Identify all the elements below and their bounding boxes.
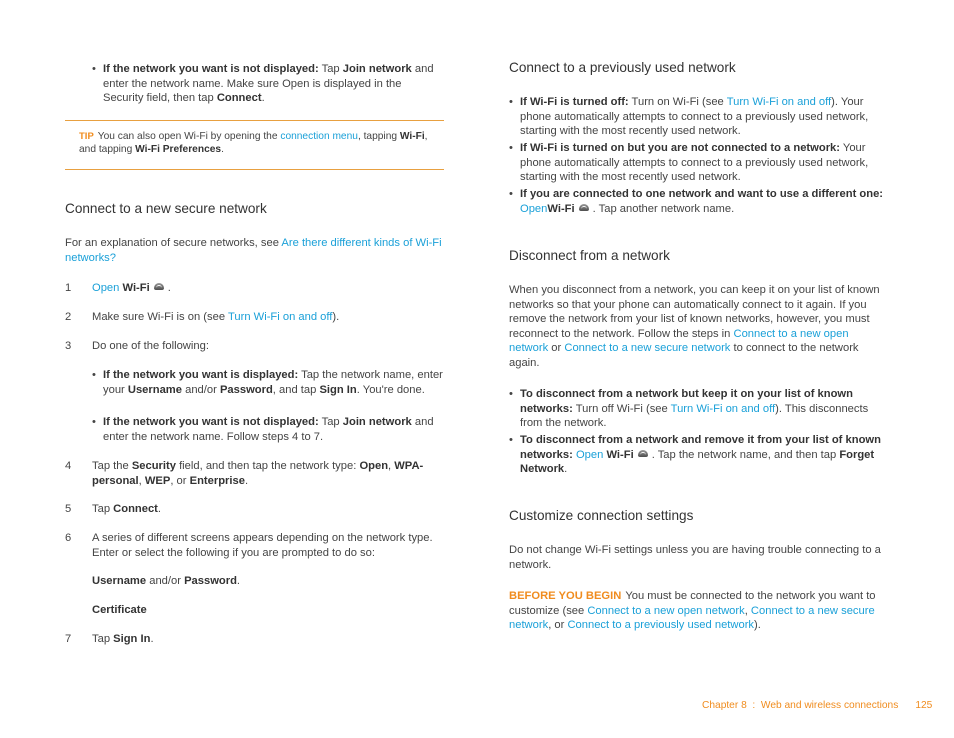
step-1: 1 Open Wi-Fi . (65, 282, 171, 294)
join-network-bullet: • If the network you want is not displayed: Tap Join network and enter the network name. Make sure Open is displayed in the Security field, then tap Connect. (92, 62, 445, 106)
new-secure-network-link[interactable]: Connect to a new secure network (564, 342, 731, 355)
step-6-certificate: Certificate (92, 604, 147, 616)
disconnect-paragraph: When you disconnect from a network, you can keep it on your list of known networks so that your phone can automatically connect to it again. If you remove the network from your list of known networks, however, you must reconnect to the network. Follow the steps in Connect to a new open network or Connect to a new secure network to connect to the network again. (509, 284, 880, 369)
new-open-network-link[interactable]: Connect to a new open network (509, 327, 849, 355)
wifi-app-icon (637, 449, 649, 459)
disconnect-keep-bullet: • To disconnect from a network but keep it on your list of known networks: Turn off Wi-Fi (see Turn Wi-Fi on and off). This disconnects from the network. (509, 387, 889, 431)
new-secure-network-link[interactable]: Connect to a new secure network (509, 604, 875, 632)
tip-bottom-rule (65, 169, 444, 170)
chapter-label: Chapter 8 : Web and wireless connections (702, 700, 899, 711)
turn-wifi-on-off-link[interactable]: Turn Wi-Fi on and off (726, 96, 832, 108)
new-open-network-link[interactable]: Connect to a new open network (587, 604, 745, 617)
customize-heading: Customize connection settings (509, 508, 694, 523)
tip-box: TIP You can also open Wi-Fi by opening the connection menu, tapping Wi-Fi, and tapping Wi-Fi Preferences. (79, 131, 428, 155)
disconnect-heading: Disconnect from a network (509, 248, 670, 263)
before-you-begin-label: BEFORE YOU BEGIN (509, 590, 622, 602)
step-6-credentials: Username and/or Password. (92, 575, 241, 587)
secure-network-heading: Connect to a new secure network (65, 201, 267, 216)
kinds-of-wifi-link[interactable]: Are there different kinds of Wi-Fi networks? (65, 237, 442, 264)
turn-wifi-on-off-link[interactable]: Turn Wi-Fi on and off (227, 311, 333, 323)
step-4: 4 Tap the Security field, and then tap the network type: Open, WPA-personal, WEP, or Enterprise. (65, 460, 424, 487)
open-link[interactable]: Open (520, 202, 548, 215)
tip-label: TIP (79, 131, 94, 142)
different-network-bullet: • If you are connected to one network and want to use a different one: OpenWi-Fi . Tap another network name. (509, 187, 889, 216)
turn-wifi-on-off-link[interactable]: Turn Wi-Fi on and off (670, 402, 776, 415)
tip-top-rule (65, 120, 444, 121)
wifi-app-icon (153, 282, 165, 292)
step-2: 2 Make sure Wi-Fi is on (see Turn Wi-Fi on and off). (65, 311, 340, 323)
network-displayed-bullet: • If the network you want is displayed: Tap the network name, enter your Username and/or Password, and tap Sign In. You're done. (92, 368, 445, 397)
previous-network-heading: Connect to a previously used network (509, 60, 736, 75)
before-you-begin: BEFORE YOU BEGIN You must be connected to the network you want to customize (see Connect to a new open network, Connect to a new secure network, or Connect to a previously used network). (509, 590, 876, 632)
previously-used-network-link[interactable]: Connect to a previously used network (567, 619, 755, 632)
step-3: 3 Do one of the following: (65, 340, 209, 352)
open-link[interactable]: Open (92, 282, 120, 294)
step-7: 7 Tap Sign In. (65, 633, 154, 645)
wifi-off-bullet: • If Wi-Fi is turned off: Turn on Wi-Fi (see Turn Wi-Fi on and off). Your phone automatically attempts to connect to a previously used network, starting with the most recently used network. (509, 95, 889, 139)
page-footer (702, 700, 932, 711)
page-number: 125 (915, 700, 933, 711)
network-not-displayed-bullet: • If the network you want is not displayed: Tap Join network and enter the network name. Follow steps 4 to 7. (92, 415, 445, 444)
open-link[interactable]: Open (575, 448, 604, 461)
disconnect-remove-bullet: • To disconnect from a network and remove it from your list of known networks: Open Wi-Fi . Tap the network name, and then tap Forget Network. (509, 433, 889, 477)
secure-intro: For an explanation of secure networks, see Are there different kinds of Wi-Fi networks? (65, 237, 442, 264)
connection-menu-link[interactable]: connection menu (280, 131, 358, 142)
customize-paragraph: Do not change Wi-Fi settings unless you are having trouble connecting to a network. (509, 544, 881, 571)
step-6: 6 A series of different screens appears depending on the network type. Enter or select the following if you are prompted to do so: (65, 532, 433, 559)
wifi-app-icon (578, 203, 590, 213)
wifi-on-not-connected-bullet: • If Wi-Fi is turned on but you are not connected to a network: Your phone automatically attempts to connect to a previously used network, starting with the most recently used network. (509, 141, 889, 185)
step-5: 5 Tap Connect. (65, 503, 162, 515)
